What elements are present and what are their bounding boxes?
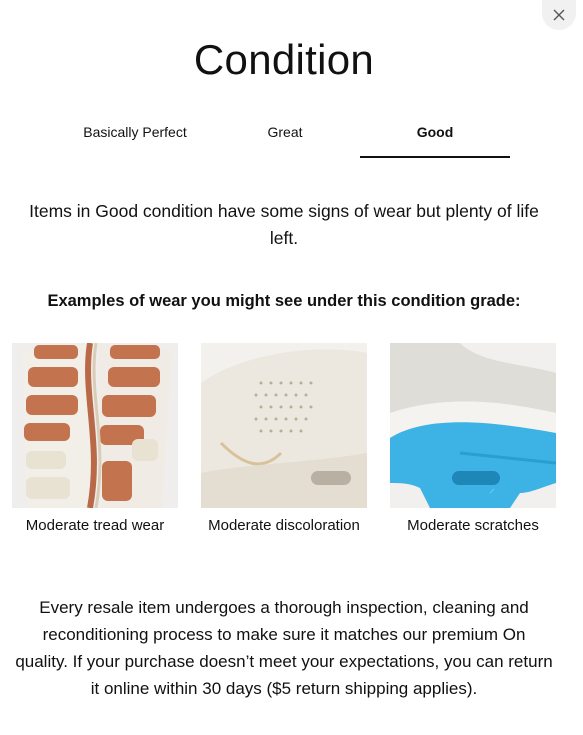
examples-heading: Examples of wear you might see under this condition grade: (47, 292, 521, 310)
scratches-caption: Moderate scratches (407, 517, 539, 534)
example-card-tread-wear (0, 343, 190, 534)
close-button[interactable] (542, 0, 576, 30)
inspection-info: Every resale item undergoes a thorough inspection, cleaning and reconditioning process to make sure it matches our premium On quality. If your purchase doesn’t meet your expectations, you can return it online within 30 days ($5 return shipping applies). (15, 598, 553, 698)
tab-great[interactable]: Great (267, 124, 303, 140)
scratches-photo (390, 343, 556, 508)
tread-wear-photo (12, 343, 178, 508)
condition-description: Items in Good condition have some signs of wear but plenty of life left. (29, 201, 539, 248)
discoloration-caption: Moderate discoloration (208, 517, 360, 534)
modal-title: Condition (193, 36, 375, 83)
close-icon (553, 9, 565, 21)
example-card-scratches (378, 343, 568, 534)
example-card-discoloration (189, 343, 379, 534)
tab-good[interactable]: Good (360, 110, 510, 158)
tab-basically-perfect[interactable]: Basically Perfect (83, 124, 187, 140)
condition-tabs (60, 110, 510, 158)
discoloration-photo (201, 343, 367, 508)
tread-wear-caption: Moderate tread wear (25, 517, 165, 534)
